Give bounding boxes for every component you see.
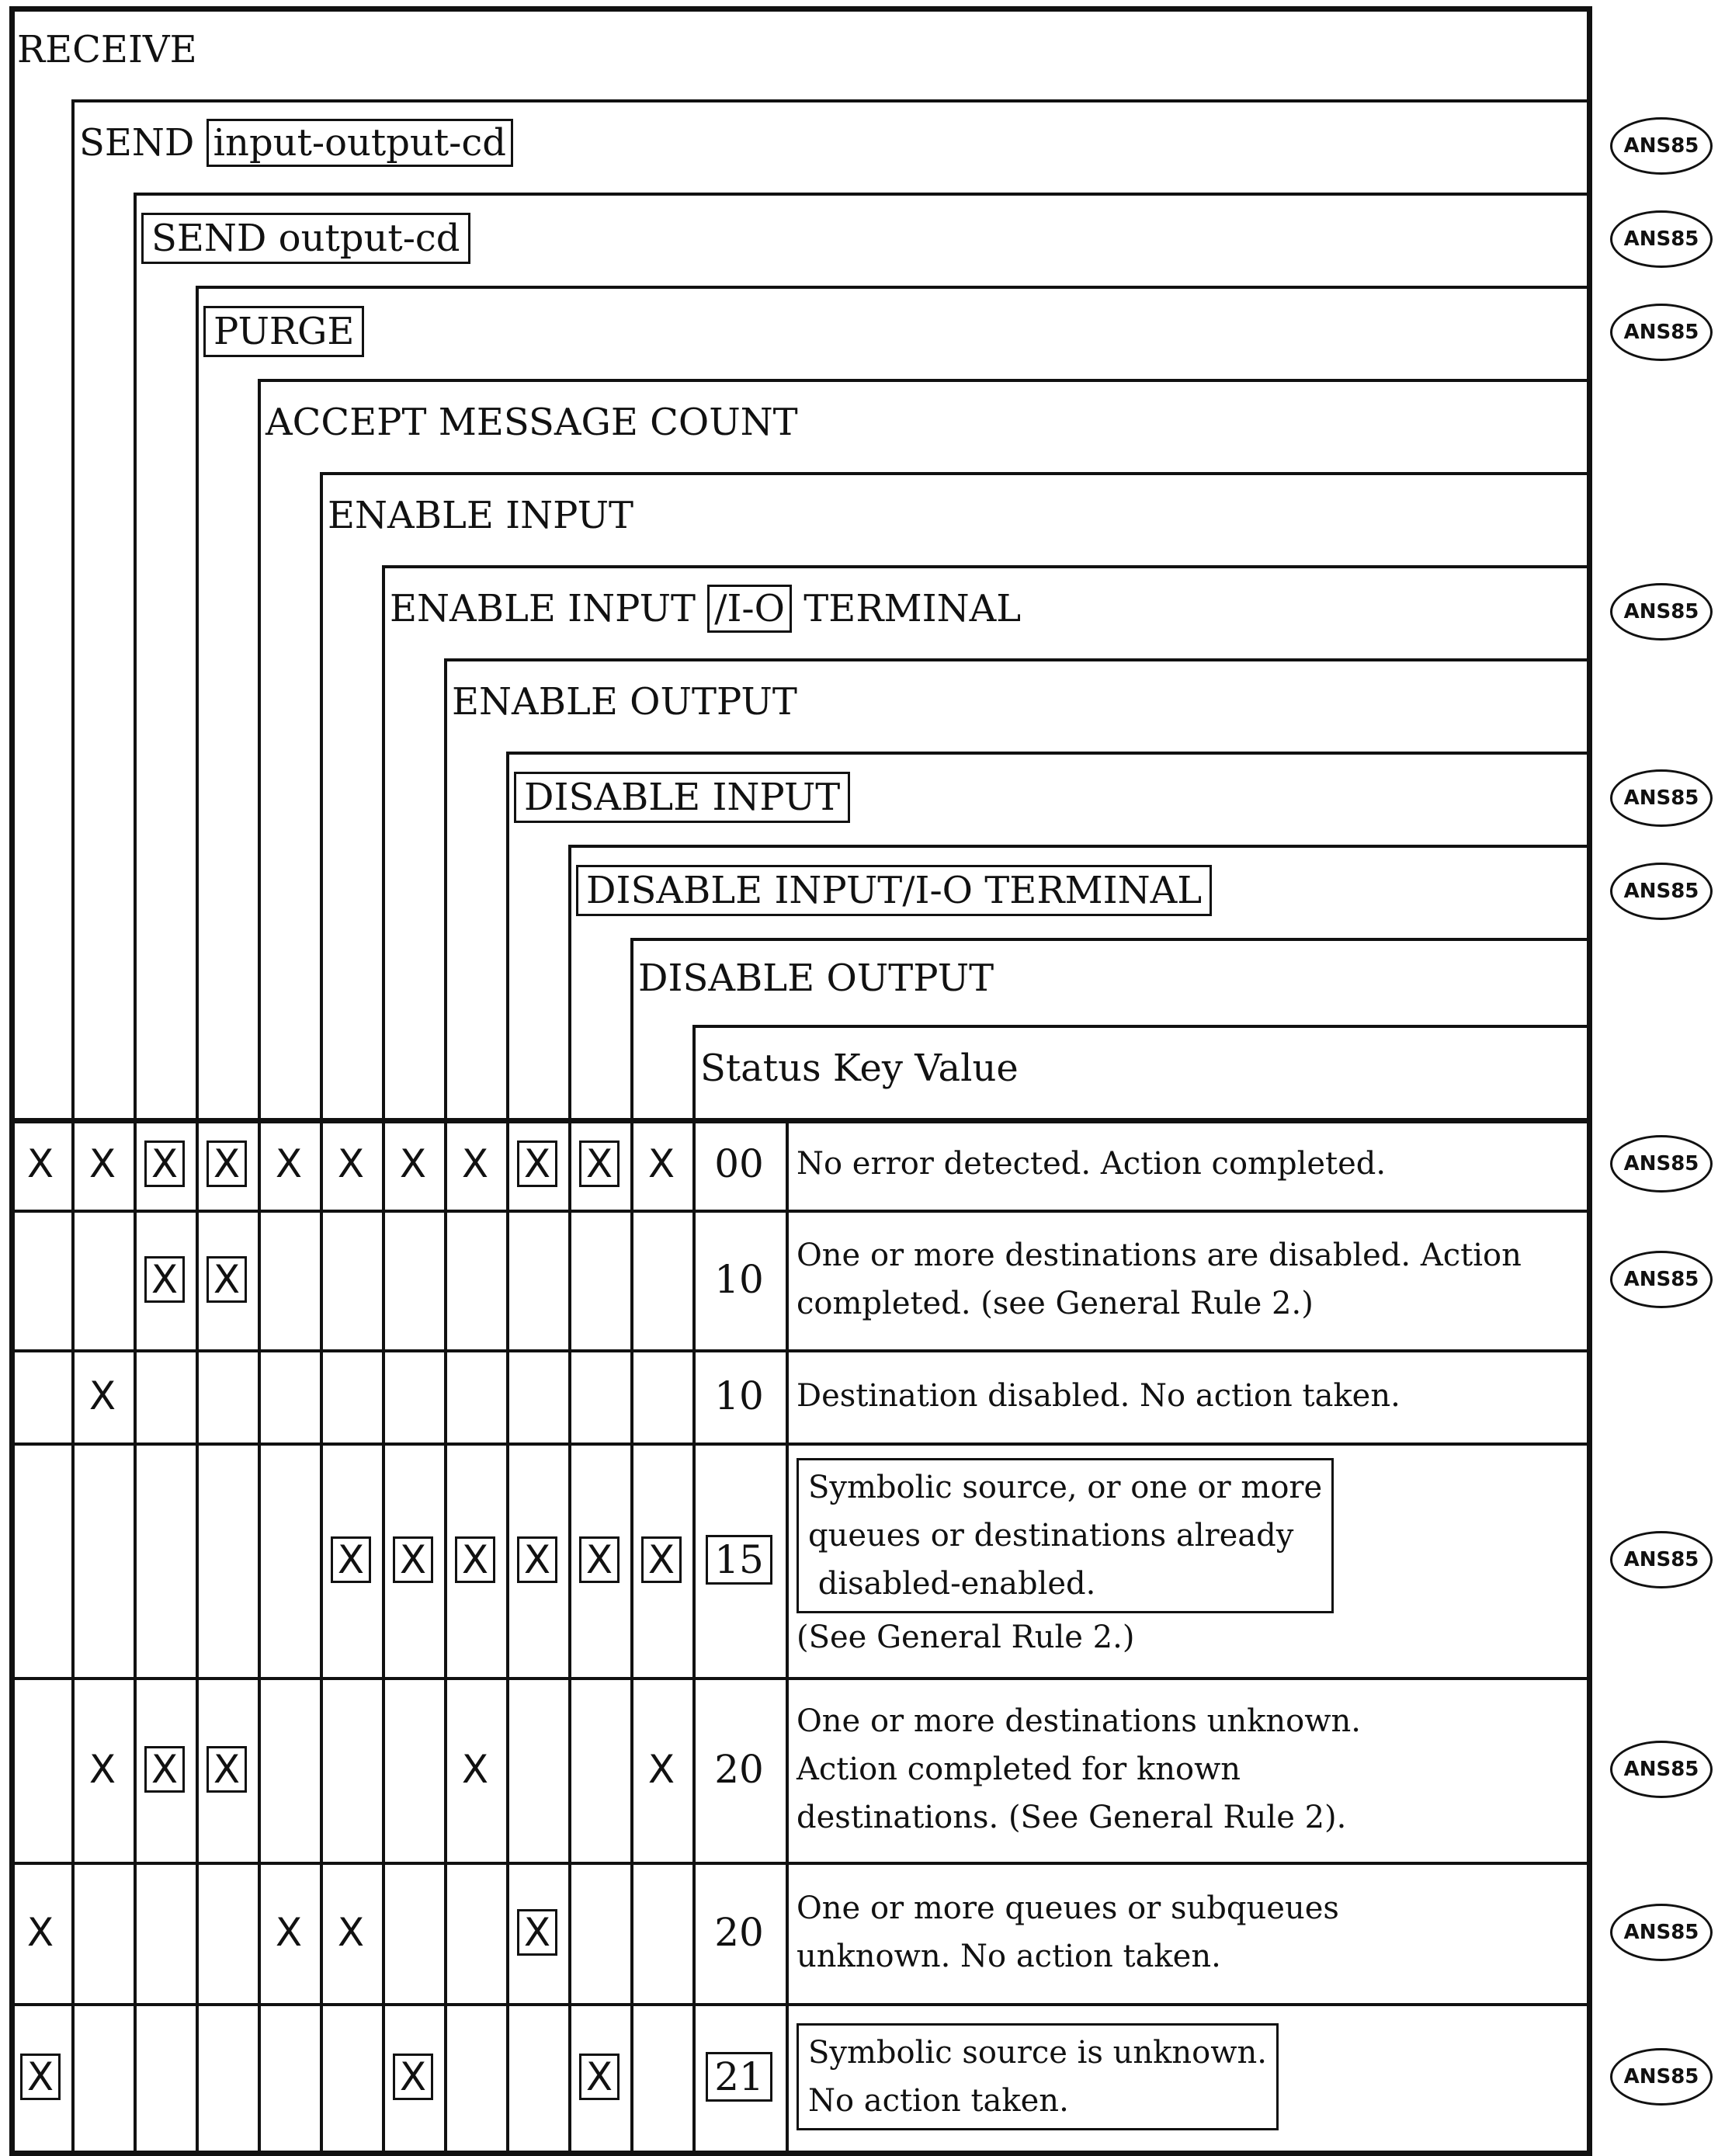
status-code <box>692 1210 786 1349</box>
column-line <box>71 1118 75 2151</box>
header-step-line <box>568 845 571 1118</box>
description-block <box>797 1372 1400 1420</box>
x-mark-text: X <box>337 1910 365 1955</box>
description-line: unknown. No action taken. <box>797 1939 1221 1974</box>
column-header-4: PURGE <box>203 306 364 357</box>
status-code <box>692 1677 786 1862</box>
status-description <box>797 1697 1361 1842</box>
header-part: SEND <box>79 121 207 165</box>
status-code-text: 21 <box>706 2052 772 2102</box>
x-mark <box>134 1118 196 1210</box>
x-mark-text: X <box>207 1140 247 1187</box>
header-step-line <box>134 193 1587 196</box>
header-step-line <box>692 1025 696 1118</box>
x-mark <box>382 1443 444 1677</box>
description-line: One or more queues or subqueues <box>797 1890 1339 1926</box>
x-mark <box>444 1443 506 1677</box>
x-mark <box>382 1118 444 1210</box>
description-line: Symbolic source, or one or more <box>808 1470 1323 1505</box>
header-step-line <box>630 938 1587 941</box>
x-mark <box>444 1118 506 1210</box>
description-line: Destination disabled. No action taken. <box>797 1378 1400 1414</box>
description-line: completed. (see General Rule 2.) <box>797 1286 1314 1321</box>
header-part: /I-O <box>707 585 792 633</box>
description-line: One or more destinations are disabled. Action <box>797 1238 1522 1273</box>
column-header-12: Status Key Value <box>700 1047 1019 1090</box>
x-mark <box>630 1677 692 1862</box>
frame-bottom <box>9 2151 1592 2156</box>
x-mark-text: X <box>647 1141 675 1186</box>
description-block <box>797 1697 1361 1842</box>
header-step-line <box>692 1025 1587 1028</box>
status-code-text: 10 <box>714 1373 764 1418</box>
x-mark-text: X <box>579 1140 620 1187</box>
column-header-1: RECEIVE <box>17 28 197 71</box>
x-mark <box>9 1862 71 2003</box>
x-mark-text: X <box>579 2054 620 2100</box>
ans85-badge: ANS85 <box>1610 1135 1713 1193</box>
x-mark <box>444 1677 506 1862</box>
x-mark <box>9 2003 71 2151</box>
description-line: Action completed for known <box>797 1752 1241 1787</box>
column-header-11: DISABLE OUTPUT <box>638 956 994 1000</box>
x-mark-text: X <box>647 1747 675 1792</box>
status-description <box>797 1140 1386 1188</box>
x-mark-text: X <box>89 1373 116 1418</box>
status-description <box>797 1231 1522 1328</box>
x-mark-text: X <box>144 1140 185 1187</box>
column-line <box>786 1118 789 2151</box>
ans85-badge: ANS85 <box>1610 117 1713 175</box>
x-mark <box>320 1118 382 1210</box>
column-header-5: ACCEPT MESSAGE COUNT <box>266 401 798 444</box>
x-mark <box>630 1443 692 1677</box>
x-mark-text: X <box>331 1536 371 1583</box>
status-code <box>692 1862 786 2003</box>
status-code-text: 20 <box>714 1910 764 1955</box>
x-mark-text: X <box>275 1141 303 1186</box>
status-code-text: 00 <box>714 1141 764 1186</box>
x-mark-text: X <box>20 2054 61 2100</box>
x-mark <box>258 1118 320 1210</box>
x-mark-text: X <box>393 1536 433 1583</box>
status-code <box>692 1443 786 1677</box>
column-header-2 <box>79 120 513 166</box>
x-mark <box>506 1443 568 1677</box>
status-description <box>797 1458 1334 1661</box>
x-mark-text: X <box>26 1141 54 1186</box>
description-block <box>797 2023 1279 2130</box>
frame-top <box>9 6 1587 12</box>
header-step-line <box>444 658 1587 661</box>
header-step-line <box>71 99 75 1118</box>
status-code-text: 20 <box>714 1747 764 1792</box>
description-line: disabled-enabled. <box>808 1566 1096 1602</box>
row-separator <box>9 1349 1587 1352</box>
column-header-10: DISABLE INPUT/I-O TERMINAL <box>576 865 1212 916</box>
header-part: ENABLE INPUT <box>390 587 708 630</box>
x-mark <box>71 1118 134 1210</box>
description-line: No error detected. Action completed. <box>797 1146 1387 1182</box>
description-line: Symbolic source is unknown. <box>808 2035 1267 2071</box>
ans85-badge: ANS85 <box>1610 1251 1713 1308</box>
column-header-8: ENABLE OUTPUT <box>452 680 797 724</box>
x-mark-text: X <box>461 1747 489 1792</box>
x-mark-text: X <box>641 1536 682 1583</box>
header-step-line <box>444 658 447 1118</box>
description-note: (See General Rule 2.) <box>797 1620 1135 1655</box>
header-step-line <box>568 845 1587 848</box>
x-mark-text: X <box>207 1746 247 1793</box>
description-line: destinations. (See General Rule 2). <box>797 1800 1347 1835</box>
status-code <box>692 1118 786 1210</box>
x-mark-text: X <box>517 1536 557 1583</box>
status-code-text: 10 <box>714 1257 764 1302</box>
x-mark <box>196 1210 258 1349</box>
ans85-badge: ANS85 <box>1610 1531 1713 1588</box>
ans85-badge: ANS85 <box>1610 769 1713 827</box>
x-mark <box>568 1443 630 1677</box>
x-mark <box>320 1862 382 2003</box>
column-header-9: DISABLE INPUT <box>514 772 850 823</box>
ans85-badge: ANS85 <box>1610 304 1713 361</box>
header-step-line <box>71 99 1587 102</box>
x-mark <box>196 1118 258 1210</box>
description-line: One or more destinations unknown. <box>797 1703 1361 1739</box>
x-mark-text: X <box>455 1536 495 1583</box>
x-mark-text: X <box>144 1256 185 1303</box>
x-mark-text: X <box>89 1747 116 1792</box>
row-separator <box>9 1862 1587 1865</box>
header-step-line <box>320 472 323 1118</box>
header-step-line <box>320 472 1587 475</box>
status-code <box>692 2003 786 2151</box>
x-mark <box>71 1349 134 1443</box>
x-mark-text: X <box>275 1910 303 1955</box>
ans85-badge: ANS85 <box>1610 2048 1713 2106</box>
x-mark-text: X <box>517 1140 557 1187</box>
x-mark-text: X <box>26 1910 54 1955</box>
x-mark-text: X <box>579 1536 620 1583</box>
x-mark-text: X <box>399 1141 427 1186</box>
description-line: No action taken. <box>808 2083 1069 2119</box>
x-mark <box>134 1677 196 1862</box>
header-part: TERMINAL <box>792 587 1022 630</box>
description-block <box>797 1231 1522 1328</box>
row-separator <box>9 2003 1587 2006</box>
ans85-badge: ANS85 <box>1610 583 1713 641</box>
status-code <box>692 1349 786 1443</box>
x-mark <box>71 1677 134 1862</box>
column-header-7 <box>390 585 1021 632</box>
header-step-line <box>258 379 1587 382</box>
header-step-line <box>196 286 199 1118</box>
x-mark <box>134 1210 196 1349</box>
x-mark-text: X <box>207 1256 247 1303</box>
x-mark <box>258 1862 320 2003</box>
x-mark-text: X <box>517 1909 557 1956</box>
x-mark-text: X <box>89 1141 116 1186</box>
status-description <box>797 1372 1400 1420</box>
description-block <box>797 1884 1339 1981</box>
header-step-line <box>506 752 509 1118</box>
header-step-line <box>382 565 385 1118</box>
ans85-badge: ANS85 <box>1610 863 1713 920</box>
header-step-line <box>382 565 1587 568</box>
status-description <box>797 1884 1339 1981</box>
column-header-3: SEND output-cd <box>141 213 470 264</box>
frame-right <box>1587 6 1592 2156</box>
x-mark <box>568 1118 630 1210</box>
header-step-line <box>506 752 1587 755</box>
ans85-badge: ANS85 <box>1610 210 1713 268</box>
status-description <box>797 2023 1279 2130</box>
column-header-6: ENABLE INPUT <box>328 494 634 537</box>
frame-left <box>9 6 15 2151</box>
header-part: input-output-cd <box>207 119 513 167</box>
ans85-badge: ANS85 <box>1610 1741 1713 1798</box>
x-mark-text: X <box>393 2054 433 2100</box>
status-code-text: 15 <box>706 1535 772 1585</box>
header-step-line <box>258 379 261 1118</box>
ans85-badge: ANS85 <box>1610 1904 1713 1961</box>
x-mark <box>506 1118 568 1210</box>
x-mark-text: X <box>337 1141 365 1186</box>
header-step-line <box>630 938 633 1118</box>
description-block <box>797 1458 1334 1613</box>
x-mark <box>382 2003 444 2151</box>
header-step-line <box>196 286 1587 289</box>
x-mark <box>9 1118 71 1210</box>
row-separator <box>9 1443 1587 1446</box>
x-mark-text: X <box>144 1746 185 1793</box>
header-step-line <box>134 193 137 1118</box>
x-mark-text: X <box>461 1141 489 1186</box>
x-mark <box>568 2003 630 2151</box>
x-mark <box>320 1443 382 1677</box>
x-mark <box>630 1118 692 1210</box>
x-mark <box>506 1862 568 2003</box>
description-line: queues or destinations already <box>808 1518 1294 1554</box>
x-mark <box>196 1677 258 1862</box>
description-block <box>797 1140 1386 1188</box>
